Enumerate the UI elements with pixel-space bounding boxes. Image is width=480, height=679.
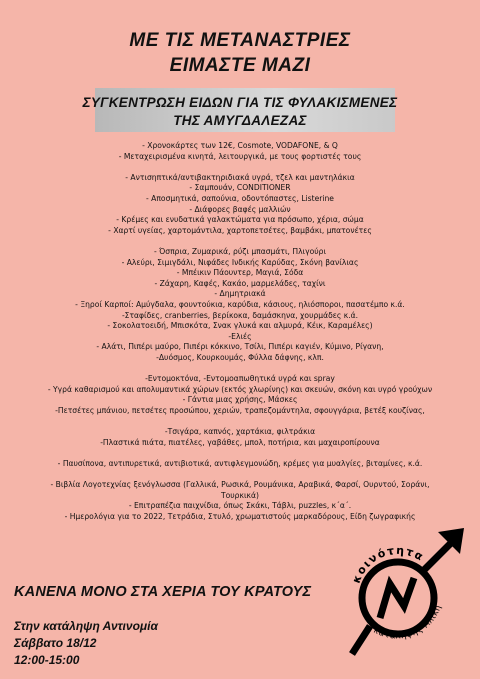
list-spacer bbox=[30, 469, 450, 480]
list-spacer bbox=[30, 363, 450, 374]
list-spacer bbox=[30, 416, 450, 427]
list-item: - Χαρτί υγείας, χαρτομάντιλα, χαρτοπετσέτες, βαμβάκι, μπατονέτες bbox=[108, 225, 372, 235]
items-list bbox=[30, 141, 450, 522]
list-item: - Σαμπουάν, CONDITIONER bbox=[189, 183, 291, 193]
list-item: - Βιβλία Λογοτεχνίας ξενόγλωσσα (Γαλλικά, Ρωσικά, Ρουμάνικα, Αραβικά, Φαρσί, Ουρντού, Σοράνι, bbox=[50, 480, 430, 489]
list-item: - Αποσμητικά, σαπούνια, οδοντόπαστες, Listerine bbox=[146, 193, 334, 203]
subtitle-line-2: ΤΗΣ ΑΜΥΓΔΑΛΕΖΑΣ bbox=[173, 113, 307, 128]
list-item: - Μεταχειρισμένα κινητά, λειτουργικά, με τους φορτιστές τους bbox=[118, 151, 362, 161]
list-item: - Αντισηπτικά/αντιβακτηριδιακά υγρά, τζελ και μαντηλάκια bbox=[125, 172, 355, 182]
list-item: -Τσιγάρα, καπνός, χαρτάκια, φιλτράκια bbox=[164, 427, 316, 437]
list-item: - Χρονοκάρτες των 12€, Cosmote, VODAFONE, & Q bbox=[142, 141, 338, 150]
list-item: Τουρκικά) bbox=[221, 490, 259, 500]
list-item: - Ημερολόγια για το 2022, Τετράδια, Στυλό, χρωματιστούς μαρκαδόρους, Είδη ζωγραφικής bbox=[64, 511, 416, 521]
event-time: 12:00-15:00 bbox=[14, 653, 80, 667]
list-item: - Κρέμες και ενυδατικά γαλακτώματα για πρόσωπο, χέρια, σώμα bbox=[116, 215, 364, 225]
list-item: - Επιτραπέζια παιχνίδια, όπως Σκάκι, Τάβλι, puzzles, κ΄α΄. bbox=[128, 501, 352, 511]
list-item: -Ελιές bbox=[228, 331, 252, 341]
list-item: - Γάντια μιας χρήσης, Μάσκες bbox=[182, 395, 298, 405]
list-item: -Πλαστικά πιάτα, πιατέλες, γαβάθες, μπολ, ποτήρια, και μαχαιροπίρουνα bbox=[100, 437, 380, 447]
list-item: - Αλεύρι, Σιμιγδάλι, Νιφάδες Ινδικής Καρύδας, Σκόνη βανίλιας bbox=[121, 257, 359, 267]
list-item: - Όσπρια, Ζυμαρικά, ρύζι μπασμάτι, Πλιγούρι bbox=[153, 246, 327, 256]
list-spacer bbox=[30, 162, 450, 173]
event-date: Σάββατο 18/12 bbox=[14, 636, 97, 650]
list-spacer bbox=[30, 236, 450, 247]
list-item: - Ξηροί Καρποί: Αμύγδαλα, φουντούκια, καρύδια, κάσιους, ηλιόσποροι, πασατέμπο κ.ά. bbox=[75, 299, 405, 309]
list-item: - Σοκολατοειδή, Μπισκότα, Σνακ γλυκά και αλμυρά, Κέικ, Καραμέλες) bbox=[107, 321, 373, 331]
list-item: -Σταφίδες, cranberries, βερίκοκα, δαμάσκηνα, χουρμάδες κ.ά. bbox=[121, 310, 359, 320]
list-item: -Πετσέτες μπάνιου, πετσέτες προσώπου, χεριών, τραπεζομάντηλα, σφουγγάρια, βετέξ κουζίνας, bbox=[55, 405, 425, 415]
subtitle-line-1: ΣΥΓΚΕΝΤΡΩΣΗ ΕΙΔΩΝ ΓΙΑ ΤΙΣ ΦΥΛΑΚΙΣΜΕΝΕΣ bbox=[82, 95, 398, 110]
list-item: - Δημητριακά bbox=[214, 289, 266, 299]
logo-top-text: κοινότητα bbox=[349, 543, 427, 586]
list-item: - Μπέικιν Πάουντερ, Μαγιά, Σόδα bbox=[176, 268, 304, 278]
list-item: -Εντομοκτόνα, -Εντομοαπωθητικά υγρά και spray bbox=[145, 374, 335, 384]
list-item: - Παυσίπονα, αντιπυρετικά, αντιβιοτικά, αντιφλεγμονώδη, κρέμες για μυαλγίες, βιταμίνες, κ.ά. bbox=[57, 458, 423, 468]
list-item: - Υγρά καθαρισμού και απολυμαντικά χώρων (εκτός χλωρίνης) και σκευών, σκόνη και υγρό γρούχων bbox=[47, 384, 433, 394]
list-item: -Δυόσμος, Κουρκουμάς, Φύλλα δάφνης, κλπ. bbox=[156, 352, 324, 362]
collective-logo bbox=[330, 522, 470, 662]
list-spacer bbox=[30, 448, 450, 459]
list-item: - Ζάχαρη, Καφές, Κακάο, μαρμελάδες, ταχίνι bbox=[154, 278, 326, 288]
event-place: Στην κατάληψη Αντινομία bbox=[14, 619, 158, 633]
title-line-2: ΕΙΜΑΣΤΕ ΜΑΖΙ bbox=[169, 55, 311, 76]
list-item: - Αλάτι, Πιπέρι μαύρο, Πιπέρι κόκκινο, Τσίλι, Πιπέρι καγιέν, Κύμινο, Ρίγανη, bbox=[96, 342, 384, 352]
logo-bottom-text: κατάληψης Αλίκη bbox=[371, 603, 444, 642]
slogan: ΚΑΝΕΝΑ ΜΟΝΟ ΣΤΑ ΧΕΡΙΑ ΤΟΥ ΚΡΑΤΟΥΣ bbox=[14, 584, 312, 600]
list-item: - Διάφορες βαφές μαλλιών bbox=[189, 204, 291, 214]
title-line-1: ΜΕ ΤΙΣ ΜΕΤΑΝΑΣΤΡΙΕΣ bbox=[129, 30, 351, 51]
